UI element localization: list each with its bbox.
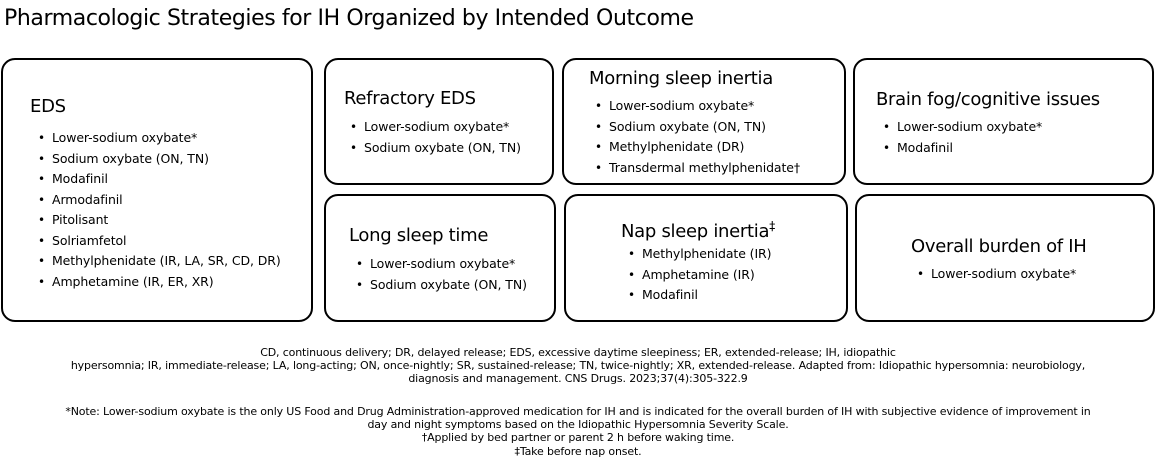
box-nap-sleep-inertia [564,194,848,322]
drug-list [350,117,521,158]
box-morning-sleep-inertia [562,58,846,185]
box-refractory-eds [324,58,554,185]
footnote-line: diagnosis and management. CNS Drugs. 2023;37(4):305-322.9 [408,372,748,386]
box-long-sleep-time [324,194,556,322]
approval-note [4,405,1152,458]
list-item: • Modafinil [883,138,1042,159]
list-item: • Sodium oxybate (ON, TN) [38,149,281,170]
box-title: Long sleep time [349,225,489,246]
box-title: Refractory EDS [344,88,476,109]
box-title [621,215,775,243]
list-item: • Lower-sodium oxybate* [595,96,800,117]
list-item: • Sodium oxybate (ON, TN) [356,275,527,296]
drug-list [595,96,800,178]
double-dagger-mark: ‡ [769,219,775,233]
list-item: • Methylphenidate (IR, LA, SR, CD, DR) [38,251,281,272]
box-title-text: Nap sleep inertia [621,221,770,242]
box-title: Brain fog/cognitive issues [876,89,1100,110]
list-item: • Solriamfetol [38,231,281,252]
footnote-line: hypersomnia; IR, immediate-release; LA, long-acting; ON, once-nightly; SR, sustained-release; TN, twice-nightly; XR, extended-release. Adapted from: Idiopathic hypersomnia: neurobiology, [70,359,1086,373]
list-item: • Lower-sodium oxybate* [350,117,521,138]
list-item: • Sodium oxybate (ON, TN) [595,117,800,138]
drug-list [38,128,281,292]
box-title: EDS [30,96,66,117]
list-item: • Lower-sodium oxybate* [38,128,281,149]
dagger-footnote: †Applied by bed partner or parent 2 h before waking time. [421,431,735,445]
list-item: • Modafinil [38,169,281,190]
list-item: • Modafinil [628,285,771,306]
box-overall-burden [855,194,1155,322]
abbreviations-footnote [4,346,1152,386]
list-item: • Sodium oxybate (ON, TN) [350,138,521,159]
list-item: • Lower-sodium oxybate* [917,264,1076,285]
footnote-line: day and night symptoms based on the Idiopathic Hypersomnia Severity Scale. [367,418,789,432]
drug-list [628,244,771,306]
box-eds [1,58,313,322]
box-title: Morning sleep inertia [589,68,773,89]
drug-list [883,117,1042,158]
list-item: • Lower-sodium oxybate* [356,254,527,275]
list-item: • Amphetamine (IR) [628,265,771,286]
double-dagger-footnote: ‡Take before nap onset. [514,444,642,458]
list-item: • Amphetamine (IR, ER, XR) [38,272,281,293]
box-title: Overall burden of IH [911,236,1087,257]
list-item: • Transdermal methylphenidate† [595,158,800,179]
footnote-line: CD, continuous delivery; DR, delayed release; EDS, excessive daytime sleepiness; ER, extended-release; IH, idiopathic [260,346,896,359]
list-item: • Lower-sodium oxybate* [883,117,1042,138]
drug-list [917,264,1076,285]
drug-list [356,254,527,295]
box-brain-fog [853,58,1154,185]
page-title: Pharmacologic Strategies for IH Organized by Intended Outcome [4,6,694,31]
list-item: • Armodafinil [38,190,281,211]
list-item: • Pitolisant [38,210,281,231]
list-item: • Methylphenidate (IR) [628,244,771,265]
list-item: • Methylphenidate (DR) [595,137,800,158]
footnote-line: *Note: Lower-sodium oxybate is the only US Food and Drug Administration-approved medication for IH and is indicated for the overall burden of IH with subjective evidence of improvement in [65,405,1091,418]
